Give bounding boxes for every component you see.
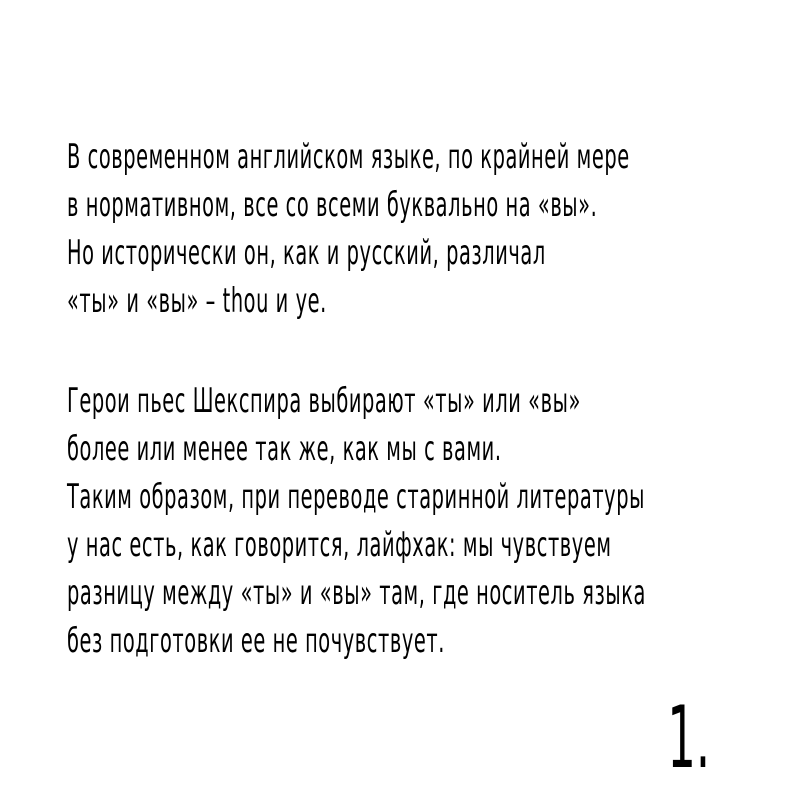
paragraph-modern-english xyxy=(67,133,800,325)
text-line: разницу между «ты» и «вы» там, где носитель языка xyxy=(67,573,646,613)
page-number: 1. xyxy=(667,688,710,788)
text-line: у нас есть, как говорится, лайфхак: мы чувствуем xyxy=(67,525,612,565)
text-line: в нормативном, все со всеми буквально на «вы». xyxy=(67,185,598,225)
text-line: без подготовки ее не почувствует. xyxy=(67,621,445,661)
text-line: В современном английском языке, по крайней мере xyxy=(67,137,630,177)
text-line: Таким образом, при переводе старинной литературы xyxy=(67,477,645,517)
text-line: «ты» и «вы» – thou и ye. xyxy=(67,281,327,321)
paragraph-shakespeare xyxy=(67,377,800,665)
text-line: Но исторически он, как и русский, различал xyxy=(67,233,546,273)
text-line: более или менее так же, как мы с вами. xyxy=(67,429,502,469)
text-line: Герои пьес Шекспира выбирают «ты» или «вы» xyxy=(67,381,581,421)
